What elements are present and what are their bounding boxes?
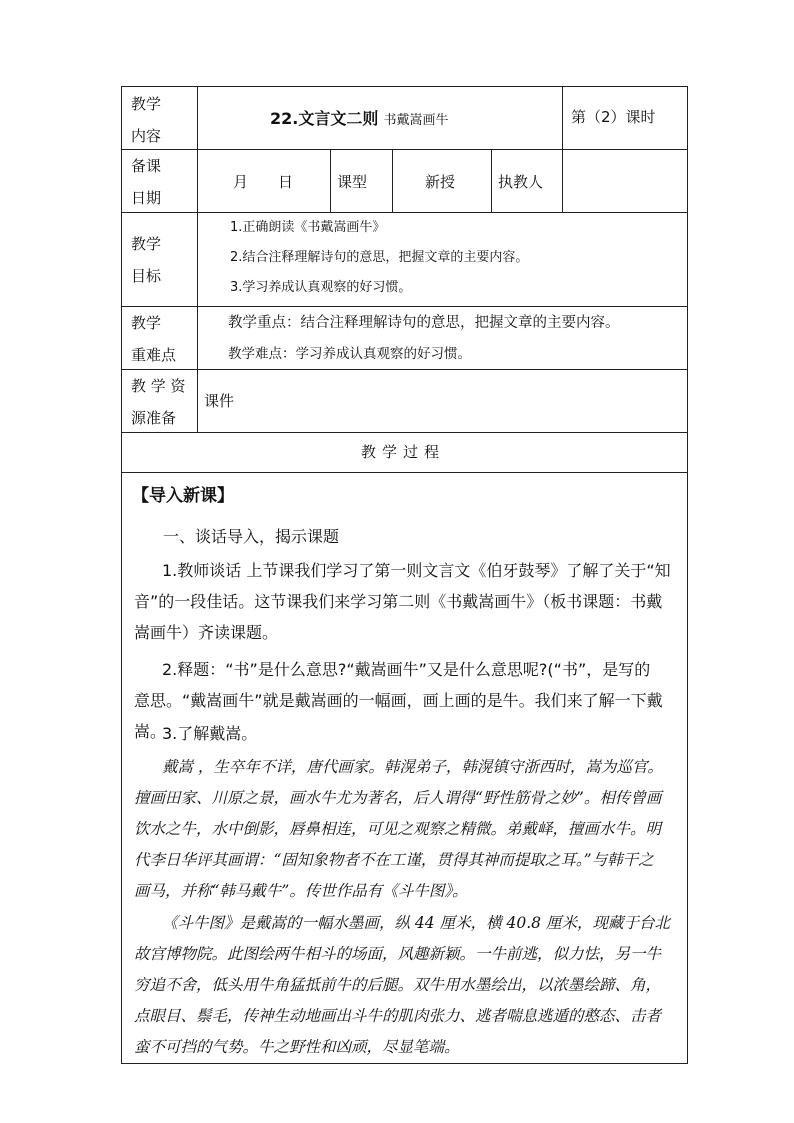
label-type: 课型	[337, 173, 368, 191]
keypoint-focus: 教学重点：结合注释理解诗句的意思，把握文章的主要内容。	[228, 315, 620, 331]
paragraph-2: 2.释题：“书”是什么意思?“戴嵩画牛”又是什么意思呢?(“书”，是写的 意思。“戴嵩画牛”就是戴嵩画的一幅画，画上画的是牛。我们来了解一下戴嵩。	[134, 660, 663, 741]
painting-description: 《斗牛图》是戴嵩的一幅水墨画，纵 44 厘米，横 40.8 厘米，现藏于台北 故宫博物院。此图绘两牛相斗的场面，风趣新颖。一牛前逃，似力怯，另一牛 穷追不舍，低头用牛角猛抵前牛的后腿。双牛用水墨绘出，以浓墨绘蹄、角， 点眼目、鬃毛，传神生动地画出斗牛的肌肉张力、逃者喘息逃遁的憨态、击者 蛮不可挡的气势。牛之野性和凶顽，尽显笔端。	[134, 914, 670, 1056]
row-divider	[121, 149, 688, 150]
section-heading: 【导入新课】	[132, 486, 234, 506]
resources-value: 课件	[204, 392, 235, 410]
goal-item: 3.学习养成认真观察的好习惯。	[230, 280, 412, 295]
keypoints-text	[228, 307, 620, 369]
paragraph-3: 3.了解戴嵩。	[162, 724, 258, 743]
goals-list	[230, 213, 528, 303]
label-content: 教学 内容	[131, 95, 162, 145]
label-teacher: 执教人	[498, 173, 544, 191]
label-date: 备课 日期	[131, 157, 162, 207]
row-divider	[121, 432, 688, 433]
lesson-title-main: 22.文言文二则	[270, 109, 379, 128]
daisong-bio: 戴嵩 ，生卒年不详，唐代画家。韩滉弟子，韩滉镇守浙西时，嵩为巡官。 擅画田家、川原之景，画水牛尤为著名，后人谓得“野性筋骨之妙”。相传曾画 饮水之牛，水中倒影，唇鼻相连，可见之观察之精微。弟戴峄，擅画水牛。明 代李日华评其画谓：“固知象物者不在工谨，贯得其神而提取之耳。”与韩干之 画马，并称“韩马戴牛”。传世作品有《斗牛图》。	[134, 758, 663, 900]
lesson-title	[270, 106, 448, 129]
col-divider	[197, 86, 198, 432]
step-heading: 一、谈话导入，揭示课题	[163, 527, 340, 546]
period: 第（2）课时	[571, 108, 656, 126]
row-divider	[121, 369, 688, 370]
col-divider	[562, 86, 563, 212]
keypoint-difficulty: 教学难点：学习养成认真观察的好习惯。	[228, 346, 471, 362]
goal-item: 1.正确朗读《书戴嵩画牛》	[230, 220, 386, 235]
col-divider	[392, 149, 393, 212]
col-divider	[491, 149, 492, 212]
type-value: 新授	[425, 173, 456, 191]
label-resources: 教 学 资 源准备	[131, 377, 186, 427]
goal-item: 2.结合注释理解诗句的意思，把握文章的主要内容。	[230, 250, 529, 265]
paragraph-1: 1.教师谈话 上节课我们学习了第一则文言文《伯牙鼓琴》了解了关于“知 音”的一段佳话。这节课我们来学习第二则《书戴嵩画牛》（板书课题：书戴 嵩画牛）齐读课题。	[134, 561, 671, 642]
lesson-title-sub: 书戴嵩画牛	[383, 113, 449, 128]
label-keypoints: 教学 重难点	[131, 314, 177, 364]
label-goals: 教学 目标	[131, 235, 162, 285]
date-value: 月 日	[233, 173, 294, 191]
col-divider	[330, 149, 331, 212]
process-title: 教学过程	[361, 443, 446, 461]
